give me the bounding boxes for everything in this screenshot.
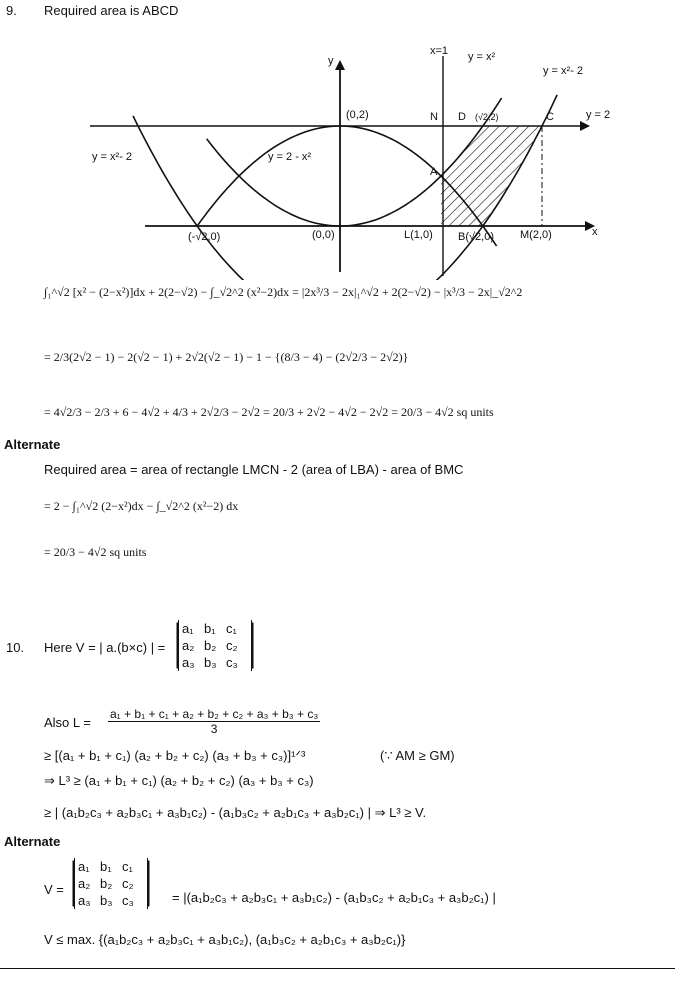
label-y-x2m2-left: y = x²- 2: [92, 151, 133, 163]
label-y-x2: y = x²: [468, 51, 496, 63]
q10-line1-note: (∵ AM ≥ GM): [380, 748, 455, 763]
q9-alt-text: Required area = area of rectangle LMCN - 2 (area of LBA) - area of BMC: [44, 462, 464, 477]
label-02: (0,2): [346, 109, 369, 121]
label-mr20: (-√2,0): [188, 231, 221, 243]
label-axis-x: x: [592, 226, 598, 238]
label-r22: (√2,2): [475, 112, 499, 122]
label-y-x2m2-right: y = x²- 2: [543, 65, 584, 77]
label-A: A: [430, 166, 438, 178]
label-y2: y = 2: [586, 109, 611, 121]
q10-V-determinant: a₁ b₁ c₁ a₂ b₂ c₂ a₃ b₃ c₃: [74, 858, 148, 909]
q10-V-eq: V =: [44, 882, 64, 897]
q9-line2: = 2/3(2√2 − 1) − 2(√2 − 1) + 2√2(√2 − 1) − 1 − {(8/3 − 4) − (2√2/3 − 2√2)}: [44, 350, 409, 364]
q10-alternate-heading: Alternate: [4, 834, 61, 849]
label-L: L(1,0): [404, 229, 433, 241]
q10-V-rhs: = |(a₁b₂c₃ + a₂b₃c₁ + a₃b₁c₂) - (a₁b₃c₂ + a₂b₁c₃ + a₃b₂c₁) |: [172, 890, 496, 905]
q9-alternate-heading: Alternate: [4, 437, 61, 452]
bottom-rule: [0, 968, 675, 969]
label-B: B(√2,0): [458, 231, 494, 243]
label-00: (0,0): [312, 229, 335, 241]
q9-heading: Required area is ABCD: [44, 3, 179, 18]
label-M: M(2,0): [520, 229, 552, 241]
q10-determinant: a₁ b₁ c₁ a₂ b₂ c₂ a₃ b₃ c₃: [178, 620, 252, 671]
q9-line1: ∫₁^√2 [x² − (2−x²)]dx + 2(2−√2) − ∫_√2^2 (x²−2)dx = |2x³/3 − 2x|₁^√2 + 2(2−√2) − |x³/3 − 2x|_√2^2: [44, 285, 523, 299]
curve-y-2-minus-x2: [197, 126, 496, 246]
q10-L-numerator: a₁ + b₁ + c₁ + a₂ + b₂ + c₂ + a₃ + b₃ + c₃: [110, 707, 319, 721]
q10-L-fraction: [106, 707, 322, 736]
label-C: C: [546, 111, 554, 123]
label-D: D: [458, 111, 466, 123]
q9-alt-line2: = 20/3 − 4√2 sq units: [44, 545, 147, 559]
q10-line1: ≥ [(a₁ + b₁ + c₁) (a₂ + b₂ + c₂) (a₃ + b₃ + c₃)]¹ᐟ³: [44, 748, 306, 763]
q10-V-max: V ≤ max. {(a₁b₂c₃ + a₂b₃c₁ + a₃b₁c₂), (a₁b₃c₂ + a₂b₁c₃ + a₃b₂c₁)}: [44, 932, 406, 947]
q10-here: Here V = | a.(b×c) | =: [44, 640, 166, 655]
label-N: N: [430, 111, 438, 123]
q10-number: 10.: [6, 640, 25, 655]
area-graph: [80, 40, 620, 280]
label-x1: x=1: [430, 45, 449, 57]
q9-alt-line1: = 2 − ∫₁^√2 (2−x²)dx − ∫_√2^2 (x²−2) dx: [44, 499, 239, 513]
q9-line3: = 4√2/3 − 2/3 + 6 − 4√2 + 4/3 + 2√2/3 − 2√2 = 20/3 + 2√2 − 4√2 − 2√2 = 20/3 − 4√2 sq units: [44, 405, 494, 419]
q10-L-denominator: 3: [210, 722, 218, 736]
shaded-area-ABCD: [441, 126, 542, 226]
q9-number: 9.: [6, 3, 17, 18]
label-y-2mx2: y = 2 - x²: [268, 151, 312, 163]
q10-line2: ⇒ L³ ≥ (a₁ + b₁ + c₁) (a₂ + b₂ + c₂) (a₃ + b₃ + c₃): [44, 773, 314, 788]
q10-line3: ≥ | (a₁b₂c₃ + a₂b₃c₁ + a₃b₁c₂) - (a₁b₃c₂ + a₂b₁c₃ + a₃b₂c₁) | ⇒ L³ ≥ V.: [44, 805, 427, 820]
y-axis-arrow: [335, 60, 345, 70]
q10-alsoL: Also L =: [44, 715, 91, 730]
label-axis-y: y: [328, 55, 334, 67]
